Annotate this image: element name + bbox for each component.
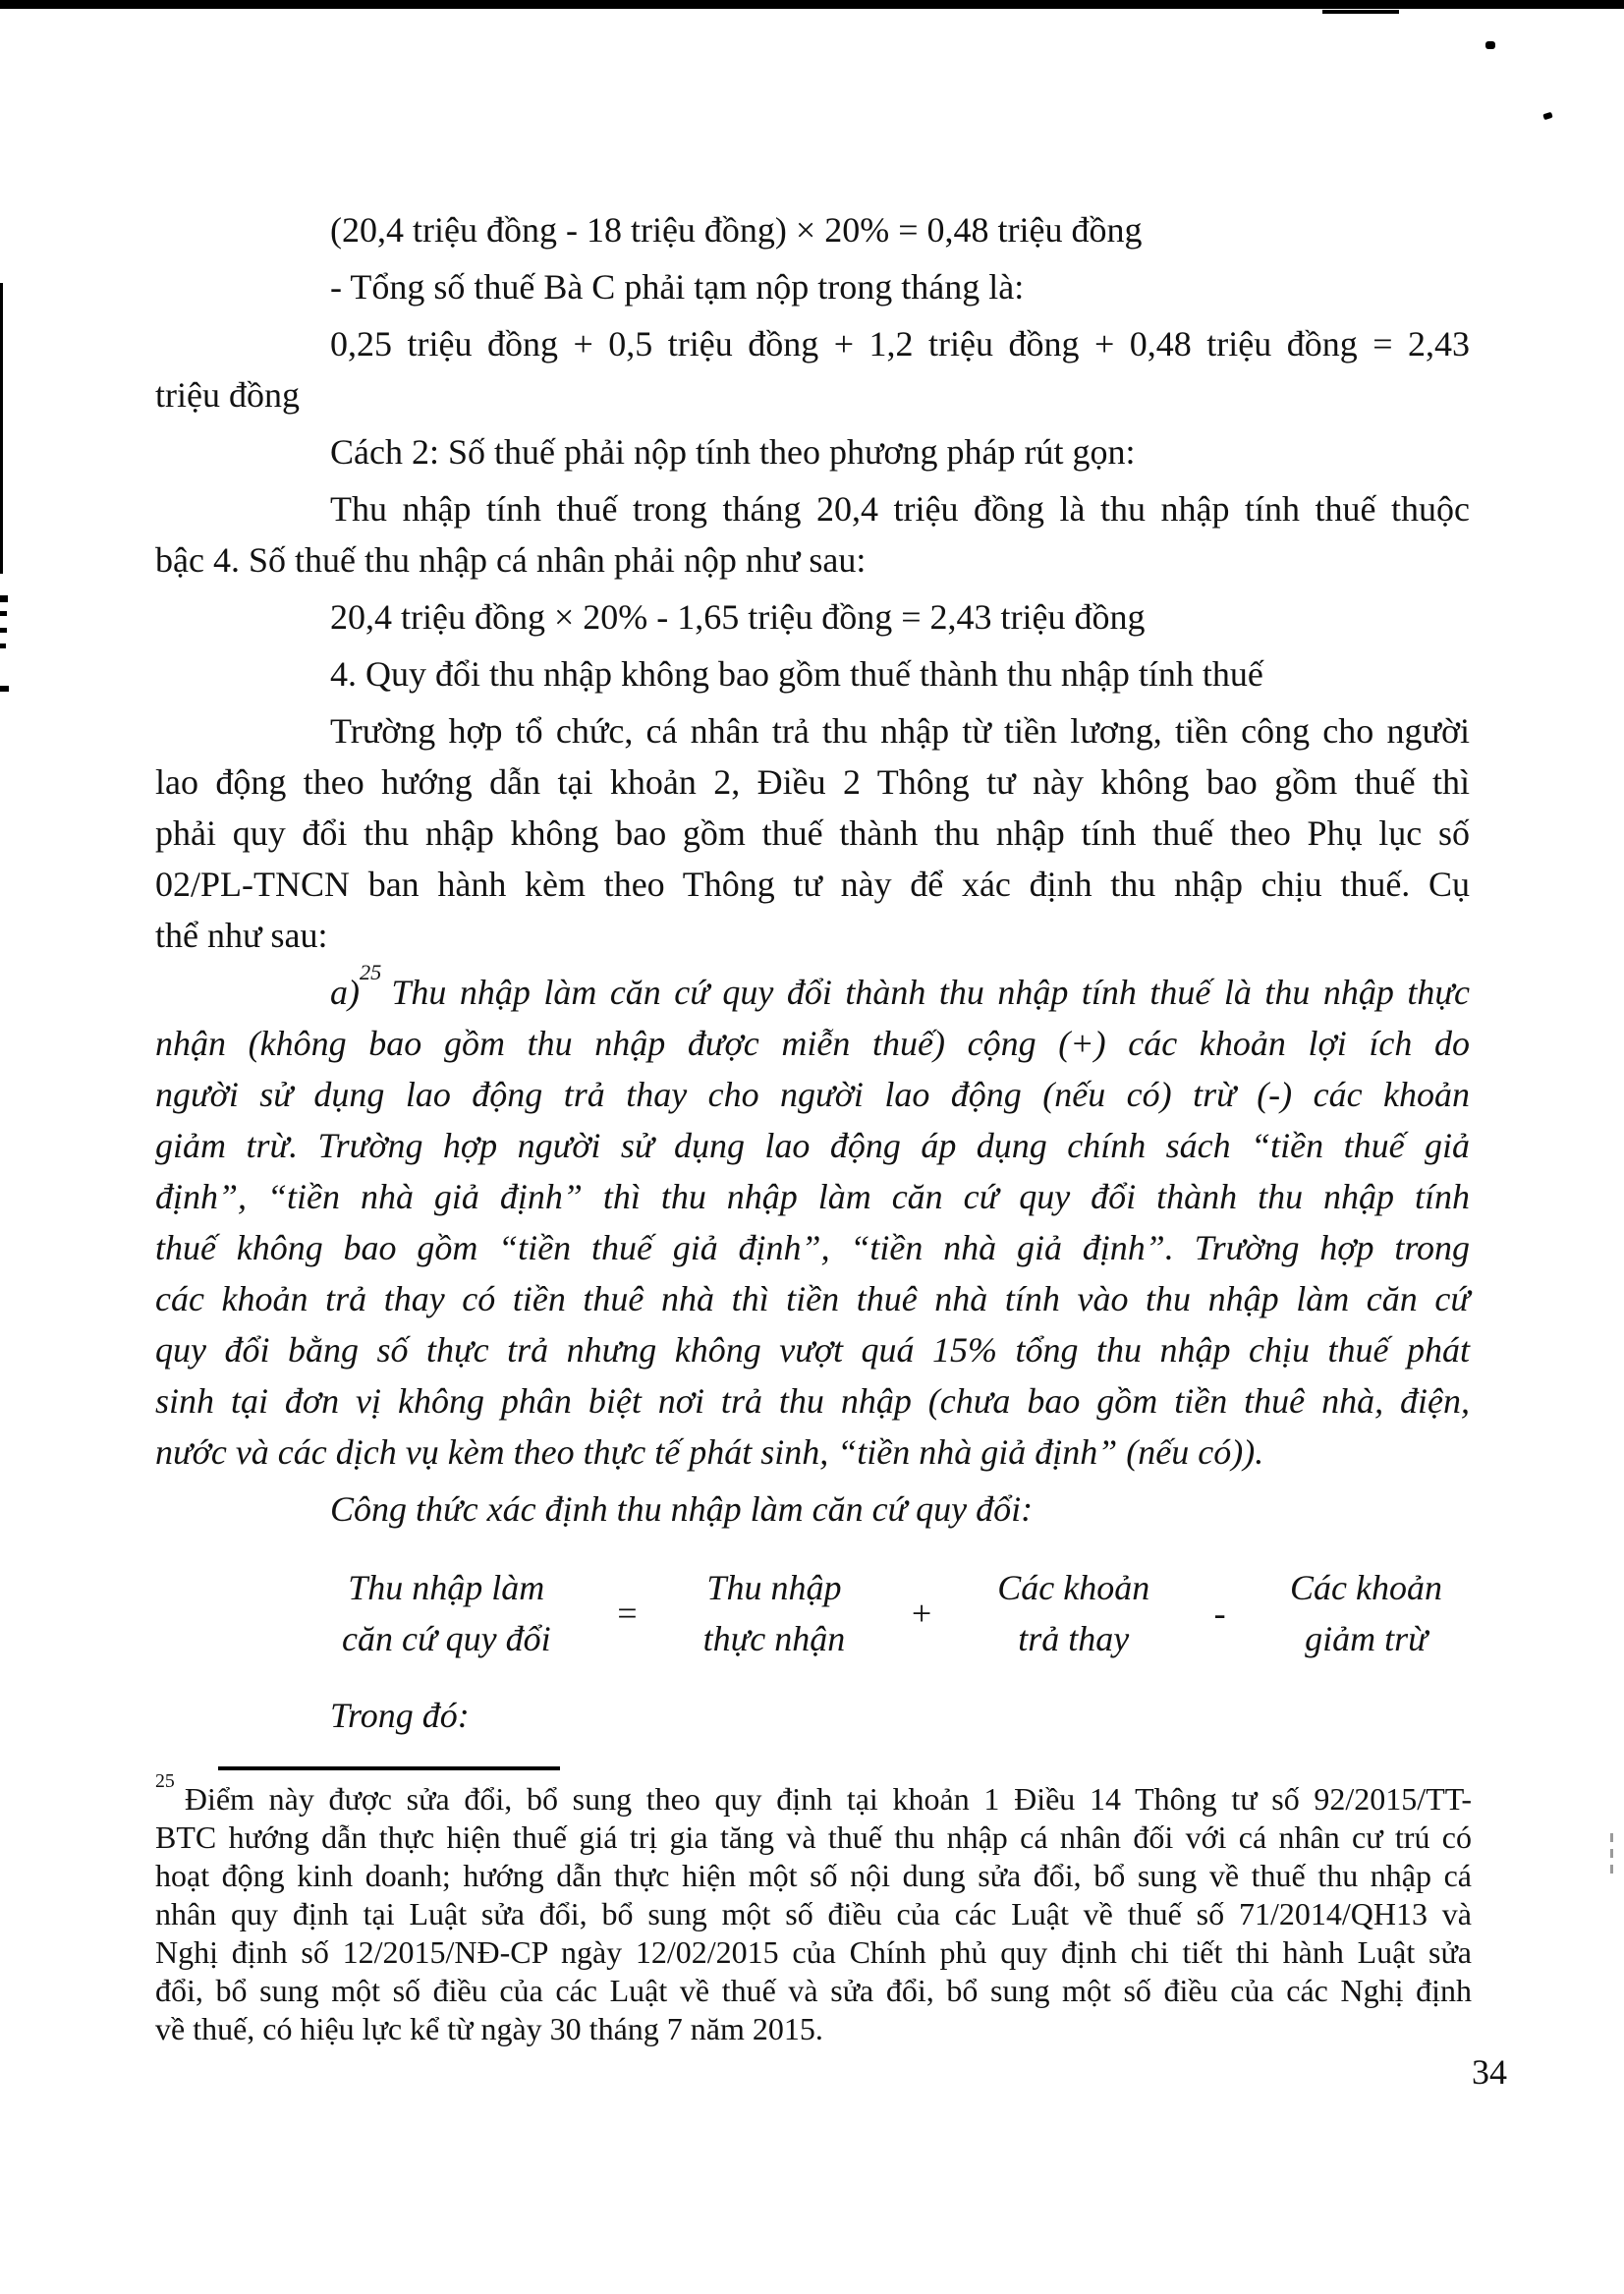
formula-term-paid-on-behalf: Các khoản trả thay [997,1568,1150,1658]
paragraph-method2-heading: Cách 2: Số thuế phải nộp tính theo phương pháp rút gọn: [330,432,1136,472]
scan-artifact-dash [1610,1865,1613,1874]
formula-term-deductions: Các khoản giảm trừ [1290,1568,1442,1658]
footnote-first-text: Điểm này được sửa đổi, bổ sung theo quy định tại khoản 1 Điều 14 Thông tư số 92/2015/TT- [184,1781,1472,1817]
scan-artifact-top-bar [0,0,1624,9]
formula-intro-line: Công thức xác định thu nhập làm căn cứ quy đổi: [330,1489,1034,1529]
body-text [155,204,1470,1741]
conversion-formula [342,1562,1442,1664]
equals-sign: = [614,1594,640,1633]
text-line: nước và các dịch vụ kèm theo thực tế phát sinh, “tiền nhà giả định” (nếu có)). [155,1432,1264,1472]
plus-sign: + [909,1594,933,1633]
formula-term-income-basis: Thu nhập làm căn cứ quy đổi [342,1568,551,1658]
paragraph-tax-bracket4-calc: (20,4 triệu đồng - 18 triệu đồng) × 20% = 0,48 triệu đồng [330,210,1143,250]
text-line: nhận (không bao gồm thu nhập được miễn thuế) cộng (+) các khoản lợi ích do [155,1024,1470,1063]
paragraph-method2-body [155,483,1470,586]
footnote-line: nhân quy định tại Luật sửa đổi, bổ sung một số điều của các Luật về thuế số 71/2014/QH13 và [155,1896,1472,1931]
scan-artifact-top-bar-2 [1322,10,1399,14]
text-line: triệu đồng [155,375,300,415]
scan-artifact-dash [1610,1833,1613,1842]
footnote-line: BTC hướng dẫn thực hiện thuế giá trị gia tăng và thuế thu nhập cá nhân đối với cá nhân cư trú có [155,1819,1472,1855]
scan-artifact-left-line [0,283,3,574]
footnote-block [155,1766,1472,2048]
text-line: quy đổi bằng số thực trả nhưng không vượt quá 15% tổng thu nhập chịu thuế phát [155,1330,1470,1370]
scan-artifact-dot [1485,41,1495,49]
paragraph-point-a [155,959,1470,1478]
scan-artifact-dash [0,643,6,648]
point-a-first-text: Thu nhập làm căn cứ quy đổi thành thu nhập tính thuế là thu nhập thực [391,973,1470,1012]
footnote-line: hoạt động kinh doanh; hướng dẫn thực hiện một số nội dung sửa đổi, bổ sung về thuế thu nhập cá [155,1858,1472,1893]
text-line: người sử dụng lao động trả thay cho người lao động (nếu có) trừ (-) các khoản [155,1075,1470,1114]
paragraph-method2-calc: 20,4 triệu đồng × 20% - 1,65 triệu đồng = 2,43 triệu đồng [330,597,1146,637]
text-line: sinh tại đơn vị không phân biệt nơi trả thu nhập (chưa bao gồm tiền thuê nhà, điện, [155,1381,1470,1421]
scan-artifact-dash [0,595,8,602]
paragraph-total-tax-intro: - Tổng số thuế Bà C phải tạm nộp trong tháng là: [330,267,1025,307]
footnote-line: đổi, bổ sung một số điều của các Luật về thuế và sửa đổi, bổ sung một số điều của các Nghị định [155,1973,1472,2008]
in-which-label: Trong đó: [330,1696,470,1735]
text-line: bậc 4. Số thuế thu nhập cá nhân phải nộp như sau: [155,540,867,580]
text-line: các khoản trả thay có tiền thuê nhà thì tiền thuê nhà tính vào thu nhập làm căn cứ [155,1279,1470,1318]
text-line: định”, “tiền nhà giả định” thì thu nhập làm căn cứ quy đổi thành thu nhập tính [155,1177,1470,1216]
scan-artifact-dash [0,686,9,692]
text-line: 0,25 triệu đồng + 0,5 triệu đồng + 1,2 triệu đồng + 0,48 triệu đồng = 2,43 [330,324,1470,364]
paragraph-section4-intro [155,705,1470,961]
paragraph-total-tax-sum [155,318,1470,420]
point-a-marker: a) [330,973,360,1012]
scan-artifact-dash [1610,1849,1613,1858]
formula-term-actual-income: Thu nhập thực nhận [702,1568,846,1658]
text-line: giảm trừ. Trường hợp người sử dụng lao động áp dụng chính sách “tiền thuế giả [155,1126,1470,1165]
section-4-heading: 4. Quy đổi thu nhập không bao gồm thuế thành thu nhập tính thuế [330,654,1263,694]
footnote-first-line [155,1770,1472,1818]
scan-artifact-dash [0,611,7,616]
text-line: Thu nhập tính thuế trong tháng 20,4 triệu đồng là thu nhập tính thuế thuộc [330,489,1470,529]
scan-artifact-dot [1542,112,1552,120]
footnote-line: Nghị định số 12/2015/NĐ-CP ngày 12/02/2015 của Chính phủ quy định chi tiết thi hành Luật sửa [155,1934,1472,1970]
scan-artifact-dash [0,628,7,633]
text-line: thuế không bao gồm “tiền thuế giả định”, “tiền nhà giả định”. Trường hợp trong [155,1228,1470,1267]
text-line: 02/PL-TNCN ban hành kèm theo Thông tư này để xác định thu nhập chịu thuế. Cụ [155,865,1470,904]
minus-sign: - [1213,1594,1226,1633]
text-line: thể như sau: [155,916,328,955]
footnote-ref-25: 25 [360,959,382,984]
point-a-first-line [155,959,1470,1018]
footnote-line: về thuế, có hiệu lực kể từ ngày 30 tháng 7 năm 2015. [155,2011,823,2046]
text-line: lao động theo hướng dẫn tại khoản 2, Điều 2 Thông tư này không bao gồm thuế thì [155,762,1470,802]
text-line: phải quy đổi thu nhập không bao gồm thuế thành thu nhập tính thuế theo Phụ lục số [155,813,1470,853]
page-number: 34 [1472,2052,1507,2092]
footnote-separator [218,1766,560,1770]
text-line: Trường hợp tổ chức, cá nhân trả thu nhập từ tiền lương, tiền công cho người [330,711,1470,751]
footnote-number-25: 25 [155,1770,175,1793]
